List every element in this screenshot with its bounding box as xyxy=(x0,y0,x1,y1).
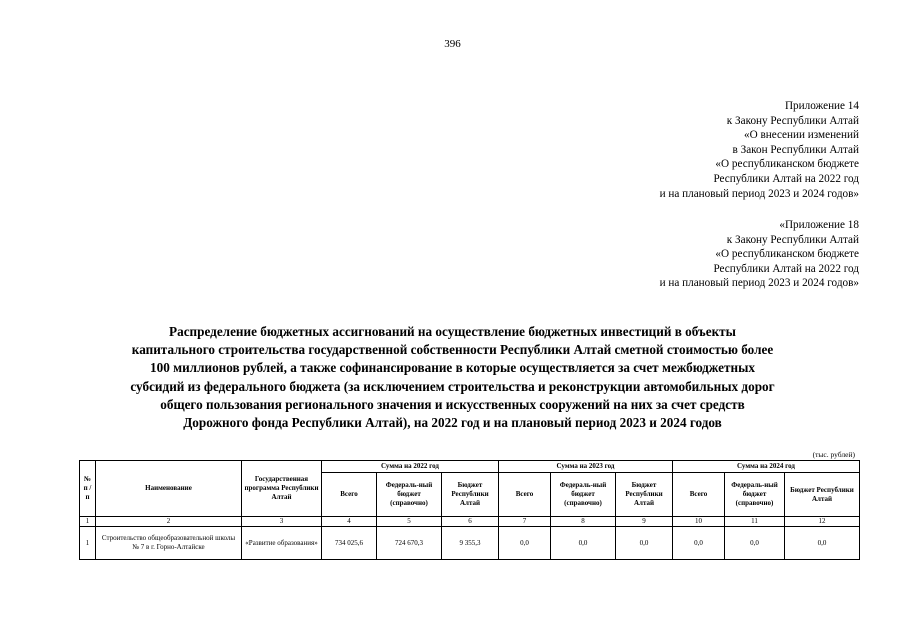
units-label: (тыс. рублей) xyxy=(812,450,855,459)
column-number: 6 xyxy=(442,517,499,527)
annex-line: и на плановый период 2023 и 2024 годов» xyxy=(659,187,859,200)
annex-line: к Закону Республики Алтай xyxy=(726,114,859,127)
column-number: 9 xyxy=(616,517,673,527)
annex-line: Республики Алтай на 2022 год xyxy=(713,262,859,275)
header-program: Государственная программа Республики Алтай xyxy=(242,461,322,517)
header-republic-2024: Бюджет Республики Алтай xyxy=(785,473,860,517)
title-line: капитального строительства государственной собственности Республики Алтай сметной стоимостью более xyxy=(131,342,774,358)
column-number: 10 xyxy=(673,517,725,527)
header-total-2022: Всего xyxy=(322,473,377,517)
annex-18-header xyxy=(660,218,859,291)
value-republic-2022: 9 355,3 xyxy=(442,527,499,560)
annex-line: и на плановый период 2023 и 2024 годов» xyxy=(659,277,859,290)
value-total-2024: 0,0 xyxy=(673,527,725,560)
annex-line: к Закону Республики Алтай xyxy=(726,233,859,246)
table-row xyxy=(80,527,860,560)
header-federal-2023: Федераль-ный бюджет (справочно) xyxy=(551,473,616,517)
title-line: субсидий из федерального бюджета (за исключением строительства и реконструкции автомобильных дорог xyxy=(130,378,775,394)
header-federal-2022: Федераль-ный бюджет (справочно) xyxy=(377,473,442,517)
column-number: 1 xyxy=(80,517,96,527)
column-number: 7 xyxy=(499,517,551,527)
header-republic-2023: Бюджет Республики Алтай xyxy=(616,473,673,517)
value-federal-2024: 0,0 xyxy=(725,527,785,560)
row-number: 1 xyxy=(80,527,96,560)
budget-table xyxy=(79,460,860,560)
header-total-2024: Всего xyxy=(673,473,725,517)
annex-line: «Приложение 18 xyxy=(779,219,859,231)
value-federal-2022: 724 670,3 xyxy=(377,527,442,560)
title-line: общего пользования регионального значения и искусственных сооружений на них за счет средств xyxy=(160,396,745,412)
title-line: 100 миллионов рублей, а также софинансирование в которые осуществляется за счет межбюджетных xyxy=(150,360,755,376)
header-name: Наименование xyxy=(96,461,242,517)
page-number: 396 xyxy=(444,38,461,50)
annex-line: Республики Алтай на 2022 год xyxy=(713,172,859,185)
table-header-row xyxy=(80,461,860,473)
column-number: 11 xyxy=(725,517,785,527)
column-number: 2 xyxy=(96,517,242,527)
title-line: Распределение бюджетных ассигнований на осуществление бюджетных инвестиций в объекты xyxy=(169,324,736,339)
annex-line: «О республиканском бюджете xyxy=(715,248,859,261)
annex-line: «О внесении изменений xyxy=(743,129,859,142)
header-sum-2022: Сумма на 2022 год xyxy=(322,461,499,473)
header-sum-2024: Сумма на 2024 год xyxy=(673,461,860,473)
value-republic-2024: 0,0 xyxy=(785,527,860,560)
header-republic-2022: Бюджет Республики Алтай xyxy=(442,473,499,517)
program-name: «Развитие образования» xyxy=(242,527,322,560)
value-total-2022: 734 025,6 xyxy=(322,527,377,560)
annex-line: Приложение 14 xyxy=(784,100,859,112)
column-number: 5 xyxy=(377,517,442,527)
header-sum-2023: Сумма на 2023 год xyxy=(499,461,673,473)
header-rownum: № п / п xyxy=(80,461,96,517)
column-number: 3 xyxy=(242,517,322,527)
column-number: 12 xyxy=(785,517,860,527)
column-number-row xyxy=(80,517,860,527)
document-title xyxy=(40,323,865,432)
value-republic-2023: 0,0 xyxy=(616,527,673,560)
header-federal-2024: Федераль-ный бюджет (справочно) xyxy=(725,473,785,517)
annex-line: в Закон Республики Алтай xyxy=(732,143,859,156)
title-line: Дорожного фонда Республики Алтай), на 2022 год и на плановый период 2023 и 2024 годов xyxy=(183,415,722,431)
column-number: 8 xyxy=(551,517,616,527)
column-number: 4 xyxy=(322,517,377,527)
annex-line: «О республиканском бюджете xyxy=(715,158,859,171)
value-federal-2023: 0,0 xyxy=(551,527,616,560)
object-name: Строительство общеобразовательной школы № 7 в г. Горно-Алтайске xyxy=(96,527,242,560)
annex-14-header xyxy=(660,99,859,201)
value-total-2023: 0,0 xyxy=(499,527,551,560)
header-total-2023: Всего xyxy=(499,473,551,517)
